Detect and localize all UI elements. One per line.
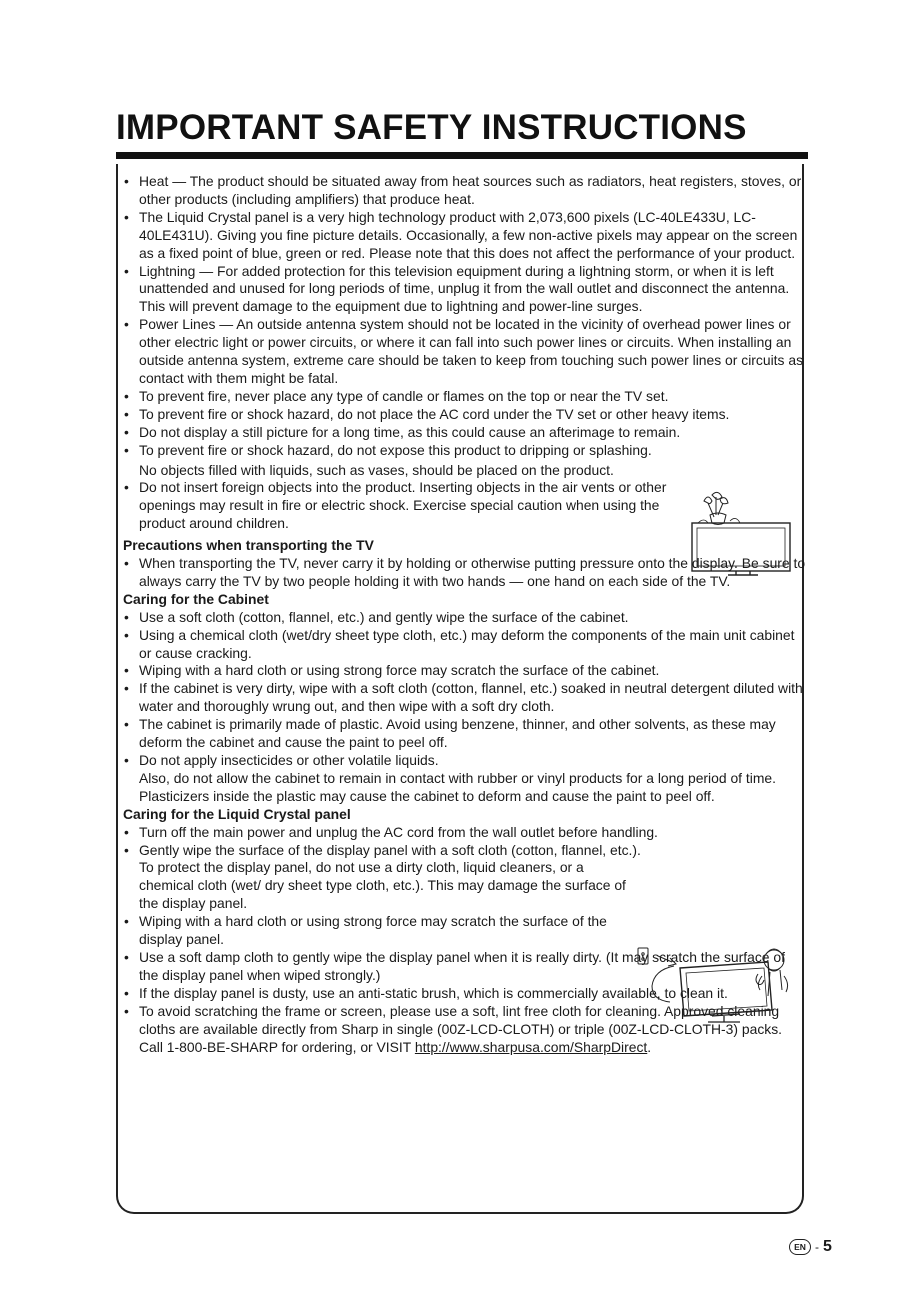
item-text: If the cabinet is very dirty, wipe with a soft cloth (cotton, flannel, etc.) soaked in neutral detergent diluted with water and thoroughly wrung out, and then wipe with a soft dry cloth. (139, 680, 803, 715)
item-text: Wiping with a hard cloth or using strong force may scratch the surface of the display panel. (139, 913, 607, 948)
page-title: IMPORTANT SAFETY INSTRUCTIONS (116, 108, 747, 147)
bullet: • (124, 405, 129, 422)
bullet: • (124, 608, 129, 625)
item-text: Use a soft cloth (cotton, flannel, etc.) and gently wipe the surface of the cabinet. (139, 608, 629, 625)
item-text: Turn off the main power and unplug the AC cord from the wall outlet before handling. (139, 823, 658, 840)
order-note (122, 1039, 806, 1057)
bullet: • (124, 423, 129, 440)
bullet: • (124, 752, 129, 768)
cabinet-heading: Caring for the Cabinet (123, 590, 269, 607)
bullet: • (124, 626, 129, 643)
list-item (122, 263, 806, 317)
list-item (122, 716, 806, 752)
item-text: The Liquid Crystal panel is a very high technology product with 2,073,600 pixels (LC-40LE433U, LC-40LE431U). Giving you fine picture details. Occasionally, a few non-active pixels may appear on the screen as a fixed point of blue, green or red. Please note that this does not affect the performance of your product. (139, 208, 798, 261)
list-item (122, 609, 806, 627)
list-item (122, 173, 806, 209)
bullet: • (124, 716, 129, 733)
bullet: • (124, 823, 129, 840)
list-item (122, 842, 806, 860)
bullet: • (124, 262, 129, 279)
sharp-direct-link[interactable]: http://www.sharpusa.com/SharpDirect (414, 1038, 648, 1055)
item-text: Lightning — For added protection for this television equipment during a lightning storm, or when it is left unattended and unused for long periods of time, unplug it from the wall outlet and disconnect the antenna. This will prevent damage to the equipment due to lightning and power-line surges. (139, 262, 790, 315)
list-item (122, 680, 806, 716)
item-text: Do not display a still picture for a long time, as this could cause an afterimage to remain. (139, 423, 681, 440)
item-text: Do not apply insecticides or other volatile liquids. (139, 752, 439, 768)
item-text: To prevent fire, never place any type of candle or flames on the top or near the TV set. (139, 387, 669, 404)
bullet: • (124, 841, 129, 858)
bullet: • (124, 387, 129, 404)
item-text: Gently wipe the surface of the display panel with a soft cloth (cotton, flannel, etc.). (139, 841, 641, 858)
instructions-content (122, 173, 806, 1056)
bullet: • (124, 984, 129, 1001)
panel-heading: Caring for the Liquid Crystal panel (123, 805, 351, 822)
bullet: • (124, 555, 129, 572)
order-text: Call 1-800-BE-SHARP for ordering, or VISIT (139, 1038, 415, 1055)
item-text: If the display panel is dusty, use an anti-static brush, which is commercially available, to clean it. (139, 984, 728, 1001)
bullet: • (124, 479, 129, 496)
list-item (122, 752, 806, 770)
item-text: To prevent fire or shock hazard, do not place the AC cord under the TV set or other heavy items. (139, 405, 730, 422)
bullet: • (124, 1002, 129, 1019)
tv-cleaning-illustration (634, 946, 792, 1028)
order-text-end: . (647, 1038, 652, 1055)
list-item (122, 388, 806, 406)
transport-heading: Precautions when transporting the TV (123, 537, 374, 554)
item-text: Heat — The product should be situated away from heat sources such as radiators, heat registers, stoves, or other products (including amplifiers) that produce heat. (139, 173, 802, 207)
item-text: The cabinet is primarily made of plastic. Avoid using benzene, thinner, and other solvents, as these may deform the cabinet and cause the paint to peel off. (139, 716, 776, 751)
panel-gentle-note: To protect the display panel, do not use a dirty cloth, liquid cleaners, or a chemical cloth (wet/ dry sheet type cloth, etc.). This may damage the surface of the display panel. (139, 859, 626, 912)
title-rule (116, 152, 808, 159)
item-text: To avoid scratching the frame or screen, please use a soft, lint free cloth for cleaning. Approved cleaning cloths are available directly from Sharp in single (00Z-LCD-CLOTH) or triple (00Z-LCD-CLOTH-3) packs. (139, 1002, 783, 1037)
list-item (122, 424, 806, 442)
item-text: To prevent fire or shock hazard, do not expose this product to dripping or splashing. (139, 441, 652, 458)
list-item (122, 479, 679, 533)
panel-list (122, 824, 806, 860)
cabinet-note: Also, do not allow the cabinet to remain in contact with rubber or vinyl products for a long period of time. Plasticizers inside the plastic may cause the cabinet to deform and cause the paint to peel off. (139, 769, 776, 804)
item-text: Wiping with a hard cloth or using strong force may scratch the surface of the cabinet. (139, 662, 660, 679)
general-safety-list (122, 173, 806, 460)
bullet: • (124, 208, 129, 225)
language-badge: EN (789, 1239, 811, 1255)
bullet: • (124, 680, 129, 697)
item-text: Using a chemical cloth (wet/dry sheet type cloth, etc.) may deform the components of the main unit cabinet or cause cracking. (139, 626, 795, 661)
page-separator: - (815, 1240, 819, 1254)
list-item (122, 824, 806, 842)
list-item (122, 913, 639, 949)
list-item (122, 406, 806, 424)
tv-with-vase-illustration (690, 487, 794, 579)
bullet: • (124, 173, 129, 189)
list-item (122, 627, 806, 663)
bullet: • (124, 316, 129, 333)
cabinet-list (122, 609, 806, 770)
item-text: When transporting the TV, never carry it by holding or otherwise putting pressure onto the display. Be sure to always carry the TV by two people holding it with two hands — one hand on each side of the TV. (139, 555, 806, 589)
list-item (122, 316, 806, 388)
splash-note: No objects filled with liquids, such as vases, should be placed on the product. (139, 461, 614, 478)
list-item (122, 442, 679, 460)
item-text: Use a soft damp cloth to gently wipe the display panel when it is really dirty. (It may scratch the surface of the display panel when wiped strongly.) (139, 948, 785, 983)
bullet: • (124, 441, 129, 458)
item-text: Do not insert foreign objects into the product. Inserting objects in the air vents or other openings may result in fire or electric shock. Exercise special caution when using the product around children. (139, 479, 667, 532)
bullet: • (124, 913, 129, 930)
list-item (122, 209, 806, 263)
bullet: • (124, 948, 129, 965)
bullet: • (124, 662, 129, 679)
item-text: Power Lines — An outside antenna system should not be located in the vicinity of overhead power lines or other electric light or power circuits, or where it can fall into such power lines or circuits. When installing an outside antenna system, extreme care should be taken to keep from touching such power lines or circuits as contact with them might be fatal. (139, 316, 804, 386)
page-number (789, 1238, 832, 1256)
page-number-value: 5 (823, 1238, 832, 1255)
list-item (122, 662, 806, 680)
